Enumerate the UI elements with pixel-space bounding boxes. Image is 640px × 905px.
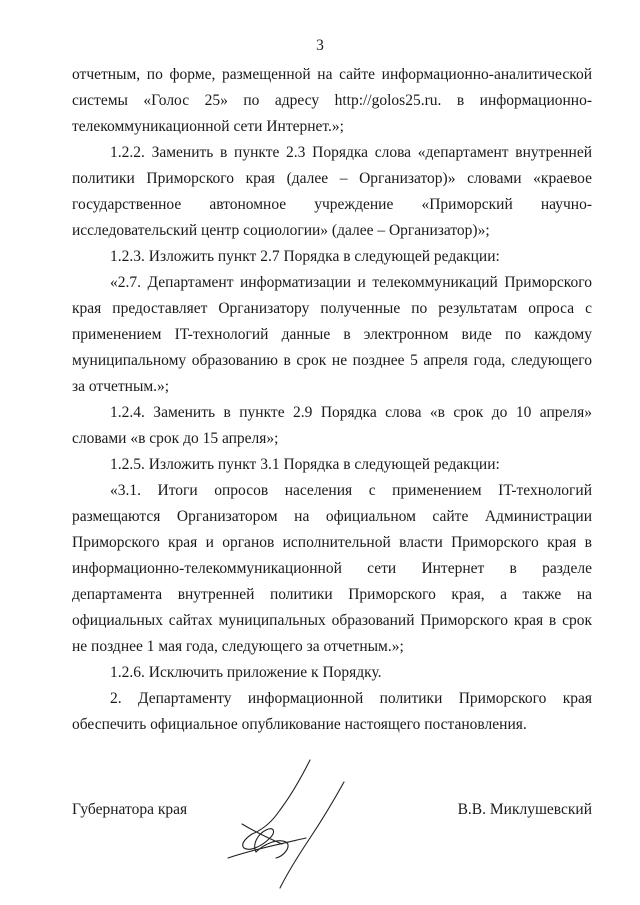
signatory-name: В.В. Миклушевский xyxy=(457,801,592,818)
paragraph: 1.2.2. Заменить в пункте 2.3 Порядка слова «департамент внутренней политики Приморского края (далее – Организатор)» словами «краевое государственное автономное учреждение «Приморский научно-исследовательский центр социологии» (далее – Организатор)»; xyxy=(72,144,592,239)
page-number: 3 xyxy=(316,37,324,54)
handwritten-signature xyxy=(222,752,372,892)
paragraph: 1.2.3. Изложить пункт 2.7 Порядка в следующей редакции: xyxy=(110,248,500,265)
paragraph: 1.2.5. Изложить пункт 3.1 Порядка в следующей редакции: xyxy=(110,456,500,473)
paragraph: отчетным, по форме, размещенной на сайте информационно-аналитической системы «Голос 25» по адресу http://golos25.ru. в информационно-телекоммуникационной сети Интернет.»; xyxy=(72,66,592,135)
signatory-role: Губернатора края xyxy=(72,801,188,818)
document-body xyxy=(72,62,592,738)
paragraph: 2. Департаменту информационной политики Приморского края обеспечить официальное опубликование настоящего постановления. xyxy=(72,690,592,733)
paragraph: 1.2.6. Исключить приложение к Порядку. xyxy=(110,664,382,681)
paragraph: «3.1. Итоги опросов населения с применением IT-технологий размещаются Организатором на официальном сайте Администрации Приморского края и органов исполнительной власти Приморского края в информационно-телекоммуникационной сети Интернет в разделе департамента внутренней политики Приморского края, а также на официальных сайтах муниципальных образований Приморского края в срок не позднее 1 мая года, следующего за отчетным.»; xyxy=(72,482,592,655)
paragraph: «2.7. Департамент информатизации и телекоммуникаций Приморского края предоставляет Организатору полученные по результатам опроса с применением IT-технологий данные в электронном виде по каждому муниципальному образованию в срок не позднее 5 апреля года, следующего за отчетным.»; xyxy=(72,274,592,395)
paragraph: 1.2.4. Заменить в пункте 2.9 Порядка слова «в срок до 10 апреля» словами «в срок до 15 апреля»; xyxy=(72,404,592,447)
